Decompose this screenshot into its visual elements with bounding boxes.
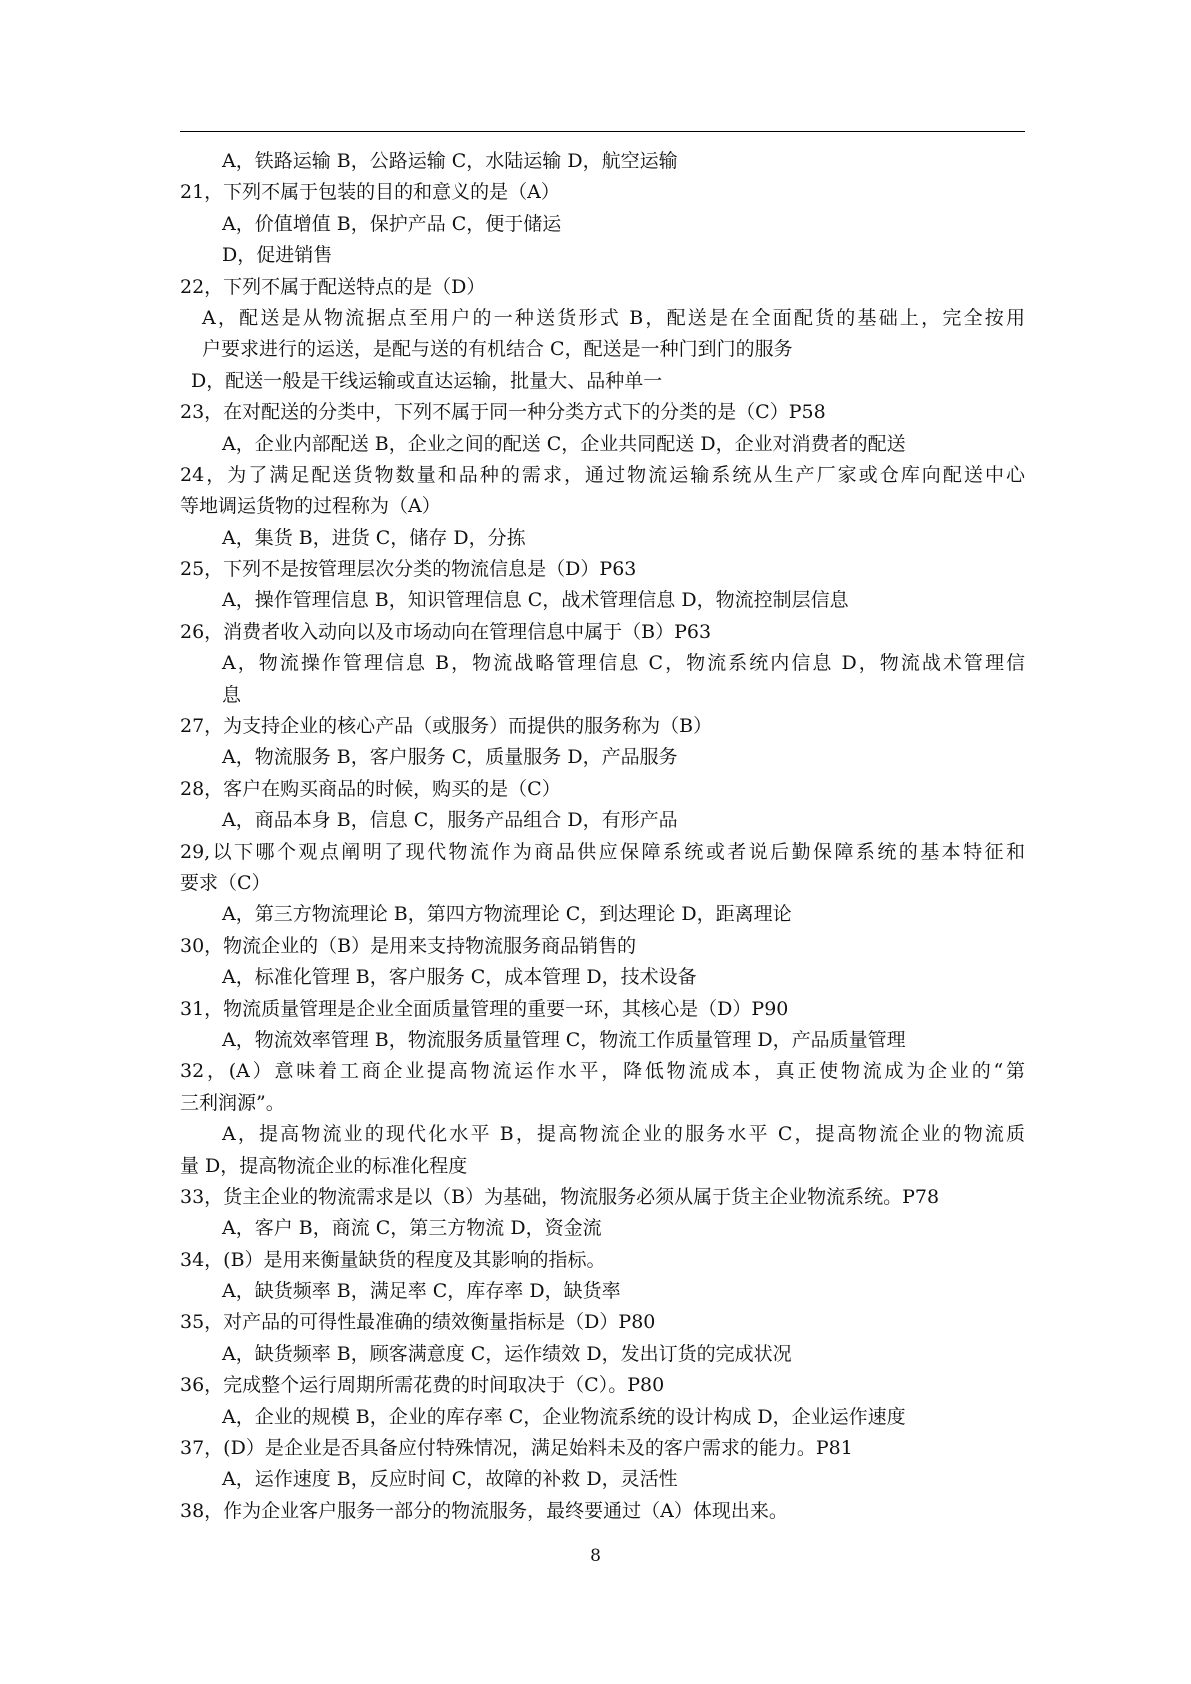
- text-line: 29,以下哪个观点阐明了现代物流作为商品供应保障系统或者说后勤保障系统的基本特征和: [180, 840, 1025, 863]
- text-line: A，第三方物流理论 B，第四方物流理论 C，到达理论 D，距离理论: [222, 903, 792, 926]
- text-line: 量 D，提高物流企业的标准化程度: [180, 1154, 468, 1177]
- text-line: A，商品本身 B，信息 C，服务产品组合 D，有形产品: [222, 809, 678, 832]
- text-line: 31，物流质量管理是企业全面质量管理的重要一环，其核心是（D）P90: [180, 997, 789, 1020]
- text-line: 21，下列不属于包装的目的和意义的是（A）: [180, 181, 560, 204]
- text-line: A，运作速度 B，反应时间 C，故障的补救 D，灵活性: [222, 1468, 678, 1491]
- text-line: A，操作管理信息 B，知识管理信息 C，战术管理信息 D，物流控制层信息: [222, 589, 849, 612]
- text-line: A，客户 B，商流 C，第三方物流 D，资金流: [222, 1217, 602, 1240]
- text-line: A，企业内部配送 B，企业之间的配送 C，企业共同配送 D，企业对消费者的配送: [222, 432, 906, 455]
- text-line: A，铁路运输 B，公路运输 C，水陆运输 D，航空运输: [222, 150, 678, 172]
- text-line: 息: [222, 683, 242, 706]
- text-line: 34，(B）是用来衡量缺货的程度及其影响的指标。: [180, 1248, 606, 1271]
- text-line: A，缺货频率 B，满足率 C，库存率 D，缺货率: [222, 1280, 621, 1303]
- text-line: 35，对产品的可得性最准确的绩效衡量指标是（D）P80: [180, 1311, 656, 1334]
- text-line: 24，为了满足配送货物数量和品种的需求，通过物流运输系统从生产厂家或仓库向配送中心: [180, 463, 1025, 486]
- text-line: 32，(A）意味着工商企业提高物流运作水平，降低物流成本，真正使物流成为企业的“第: [180, 1060, 1025, 1083]
- text-line: A，集货 B，进货 C，储存 D，分拣: [222, 526, 526, 549]
- header-rule: [180, 131, 1025, 132]
- text-line: D，配送一般是干线运输或直达运输，批量大、品种单一: [191, 369, 663, 392]
- text-line: A，缺货频率 B，顾客满意度 C，运作绩效 D，发出订货的完成状况: [222, 1342, 792, 1365]
- text-line: 户要求进行的运送，是配与送的有机结合 C，配送是一种门到门的服务: [202, 338, 793, 361]
- text-line: A，价值增值 B，保护产品 C，便于储运: [222, 212, 562, 235]
- text-line: A，提高物流业的现代化水平 B，提高物流企业的服务水平 C，提高物流企业的物流质: [222, 1123, 1025, 1146]
- text-line: 27，为支持企业的核心产品（或服务）而提供的服务称为（B）: [180, 715, 713, 738]
- text-line: 28，客户在购买商品的时候，购买的是（C）: [180, 777, 561, 800]
- text-line: A，标准化管理 B，客户服务 C，成本管理 D，技术设备: [222, 966, 697, 989]
- text-line: 要求（C）: [180, 871, 271, 894]
- text-line: A，企业的规模 B，企业的库存率 C，企业物流系统的设计构成 D，企业运作速度: [222, 1405, 906, 1428]
- text-line: 36，完成整个运行周期所需花费的时间取决于（C）。P80: [180, 1374, 665, 1397]
- text-line: 26，消费者收入动向以及市场动向在管理信息中属于（B）P63: [180, 620, 712, 643]
- text-line: 22，下列不属于配送特点的是（D）: [180, 275, 486, 298]
- text-line: A，配送是从物流据点至用户的一种送货形式 B，配送是在全面配货的基础上，完全按用: [202, 306, 1025, 329]
- document-body: [180, 146, 1025, 1527]
- text-line: A，物流服务 B，客户服务 C，质量服务 D，产品服务: [222, 746, 678, 769]
- text-line: A，物流效率管理 B，物流服务质量管理 C，物流工作质量管理 D，产品质量管理: [222, 1028, 906, 1051]
- text-line: 三利润源”。: [180, 1091, 285, 1114]
- text-line: 37，(D）是企业是否具备应付特殊情况，满足始料未及的客户需求的能力。P81: [180, 1437, 853, 1460]
- text-line: 25，下列不是按管理层次分类的物流信息是（D）P63: [180, 558, 637, 581]
- page-number: 8: [590, 1546, 601, 1566]
- text-line: 23，在对配送的分类中，下列不属于同一种分类方式下的分类的是（C）P58: [180, 401, 826, 424]
- text-line: 等地调运货物的过程称为（A）: [180, 495, 441, 518]
- text-line: D，促进销售: [222, 244, 333, 267]
- text-line: 33，货主企业的物流需求是以（B）为基础，物流服务必须从属于货主企业物流系统。P78: [180, 1185, 940, 1208]
- text-line: A，物流操作管理信息 B，物流战略管理信息 C，物流系统内信息 D，物流战术管理信: [222, 652, 1025, 675]
- text-line: 38，作为企业客户服务一部分的物流服务，最终要通过（A）体现出来。: [180, 1499, 788, 1522]
- text-line: 30，物流企业的（B）是用来支持物流服务商品销售的: [180, 934, 637, 957]
